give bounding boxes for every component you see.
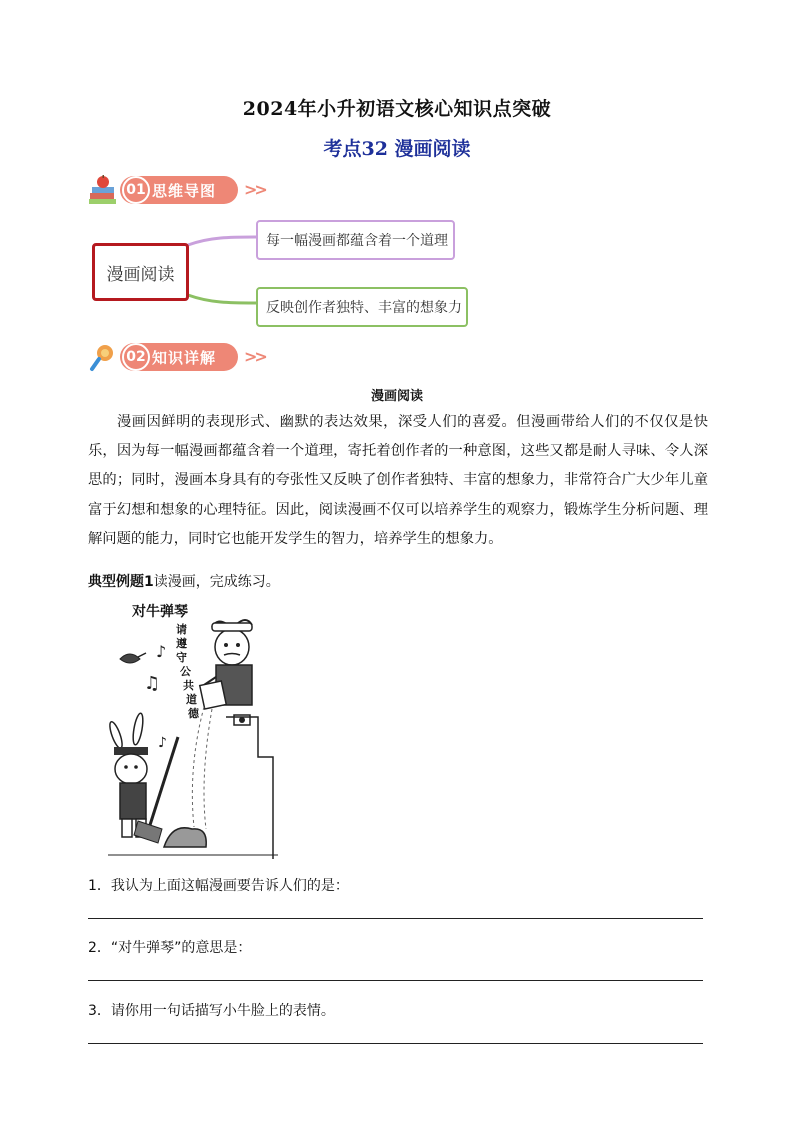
microphone-icon xyxy=(88,342,118,372)
content-paragraph: 漫画因鲜明的表现形式、幽默的表达效果，深受人们的喜爱。但漫画带给人们的不仅仅是快乐，因为每一幅漫画都蕴含着一个道理，寄托着创作者的一种意图，这些又都是耐人寻味、令人深思的；同时，漫画本身具有的夸张性又反映了创作者独特、丰富的想象力，非常符合广大少年儿童富于幻想和想象的心理特征。因此，阅读漫画不仅可以培养学生的观察力，锻炼学生分析问题、理解问题的能力，同时它也能开发学生的智力，培养学生的想象力。 xyxy=(88,414,708,547)
section-header-mindmap xyxy=(88,175,288,207)
example-label-text: 读漫画，完成练习。 xyxy=(153,574,280,590)
section-label: 知识详解 xyxy=(152,349,217,367)
svg-text:共: 共 xyxy=(183,679,194,692)
question-3: 3．请你用一句话描写小牛脸上的表情。 xyxy=(88,1003,335,1019)
svg-text:♪: ♪ xyxy=(156,642,167,661)
question-2: 2．“对牛弹琴”的意思是： xyxy=(88,940,252,956)
svg-text:遵: 遵 xyxy=(176,637,187,650)
chevrons-icon: >> xyxy=(244,180,265,199)
svg-text:守: 守 xyxy=(176,651,187,664)
section-number: 02 xyxy=(122,343,150,371)
document-title: 2024年小升初语文核心知识点突破 xyxy=(242,98,552,120)
section-label: 思维导图 xyxy=(152,182,217,200)
books-apple-icon xyxy=(88,175,118,205)
answer-line-3[interactable] xyxy=(88,1043,703,1044)
svg-text:♫: ♫ xyxy=(144,673,161,694)
answer-line-2[interactable] xyxy=(88,980,703,981)
mindmap-branch-bottom xyxy=(256,287,468,327)
cartoon-illustration xyxy=(108,597,278,859)
example-label-bold: 典型例题1 xyxy=(88,574,154,590)
section-pill xyxy=(120,343,238,371)
cartoon-title: 对牛弹琴 xyxy=(132,604,188,620)
section-header-knowledge xyxy=(88,342,288,374)
svg-text:♪: ♪ xyxy=(158,735,167,751)
section-pill xyxy=(120,176,238,204)
content-heading: 漫画阅读 xyxy=(370,389,423,404)
svg-text:德: 德 xyxy=(188,707,199,720)
mindmap-branch-label: 每一幅漫画都蕴含着一个道理 xyxy=(266,233,448,249)
mindmap-center-node xyxy=(92,243,189,301)
svg-text:道: 道 xyxy=(186,693,197,706)
answer-line-1[interactable] xyxy=(88,918,703,919)
question-1: 1．我认为上面这幅漫画要告诉人们的是： xyxy=(88,878,349,894)
chevrons-icon: >> xyxy=(244,347,265,366)
mindmap-branch-label: 反映创作者独特、丰富的想象力 xyxy=(266,300,462,316)
section-number: 01 xyxy=(122,176,150,204)
mindmap-branch-top xyxy=(256,220,455,260)
document-subtitle: 考点32 漫画阅读 xyxy=(323,138,471,160)
svg-text:请: 请 xyxy=(176,623,187,636)
cartoon-drawing xyxy=(108,597,278,859)
mindmap-center-label: 漫画阅读 xyxy=(106,264,175,285)
example-label xyxy=(88,571,280,591)
cartoon-sign xyxy=(176,622,200,720)
svg-text:公: 公 xyxy=(180,665,191,678)
